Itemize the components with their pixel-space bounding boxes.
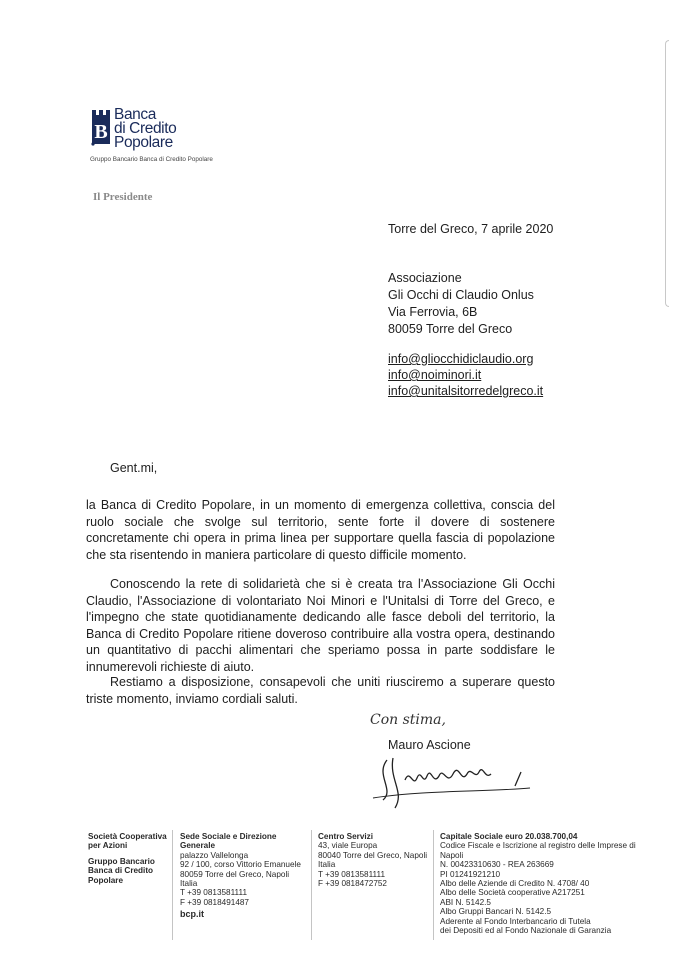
footer-line: F +39 0818472752 [318, 879, 387, 889]
signer-name: Mauro Ascione [388, 738, 471, 752]
footer-website[interactable]: bcp.it [180, 909, 204, 920]
recipient-emails [388, 351, 543, 399]
footer-line: Italia [180, 879, 198, 889]
body-paragraph: Restiamo a disposizione, consapevoli che uniti riusciremo a superare questo triste momento, inviamo cordiali saluti. [86, 675, 555, 706]
footer-line: Gruppo Bancario [88, 856, 155, 866]
footer-line: PI 01241921210 [440, 869, 501, 879]
page-edge-artifact [665, 40, 669, 307]
logo-line: di Credito [114, 120, 177, 137]
footer-heading: Centro Servizi [318, 832, 374, 841]
recipient-address [388, 270, 534, 338]
footer-line: 43, viale Europa [318, 841, 378, 851]
email-link[interactable]: info@noiminori.it [388, 368, 482, 382]
footer-line: Albo delle Società cooperative A217251 [440, 888, 585, 898]
footer-line: T +39 0813581111 [180, 888, 248, 898]
footer-divider [433, 830, 434, 940]
footer-divider [172, 830, 173, 940]
footer-line: Albo Gruppi Bancari N. 5142.5 [440, 907, 552, 917]
footer-line: Albo delle Aziende di Credito N. 4708/ 40 [440, 879, 590, 889]
footer-line: Società Cooperativa [88, 832, 167, 841]
footer-line: 80040 Torre del Greco, Napoli [318, 850, 428, 860]
footer-heading: Sede Sociale e Direzione Generale [180, 832, 277, 851]
footer-line: per Azioni [88, 841, 128, 851]
footer-heading: Capitale Sociale euro 20.038.700,04 [440, 832, 578, 841]
footer-headquarters [180, 832, 305, 920]
footer-line: 92 / 100, corso Vittorio Emanuele [180, 860, 301, 870]
footer-line: Aderente al Fondo Interbancario di Tutela [440, 916, 591, 926]
bank-logo-wordmark [114, 108, 176, 150]
signature [365, 750, 535, 810]
group-line: Gruppo Bancario Banca di Credito Popolare [90, 156, 213, 163]
footer-line: N. 00423310630 - REA 263669 [440, 860, 554, 870]
sender-role: Il Presidente [93, 191, 153, 203]
footer-line: 80059 Torre del Greco, Napoli [180, 869, 290, 879]
handwritten-closing: Con stima, [370, 712, 446, 728]
footer-company [88, 832, 168, 885]
footer-line: F +39 0818491487 [180, 897, 249, 907]
date-line: Torre del Greco, 7 aprile 2020 [388, 222, 554, 236]
address-line: 80059 Torre del Greco [388, 322, 513, 336]
address-line: Via Ferrovia, 6B [388, 305, 478, 319]
address-line: Gli Occhi di Claudio Onlus [388, 288, 534, 302]
footer-line: Popolare [88, 875, 124, 885]
address-line: Associazione [388, 271, 462, 285]
footer-legal [440, 832, 655, 935]
footer-divider [311, 830, 312, 940]
footer-line: dei Depositi ed al Fondo Nazionale di Garanzia [440, 926, 612, 936]
body-paragraph: la Banca di Credito Popolare, in un momento di emergenza collettiva, conscia del ruolo sociale che svolge sul territorio, sente forte il dovere di sostenere concretamente chi opera in prima linea per supportare quella fascia di popolazione che sta risentendo in maniera particolare di questo difficile momento. [86, 498, 555, 562]
svg-text:B: B [94, 121, 108, 143]
footer-service-center [318, 832, 428, 888]
body-paragraph: Conoscendo la rete di solidarietà che si è creata tra l'Associazione Gli Occhi Claudio, l'Associazione di volontariato Noi Minori e l'Unitalsi di Torre del Greco, e l'impegno che state quotidianamente dedicando alle fasce deboli del territorio, la Banca di Credito Popolare ritiene doveroso contribuire alla vostra opera, destinando un quantitativo di pacchi alimentari che speriamo possa in parte soddisfare le innumerevoli richieste di aiuto. [86, 577, 555, 674]
footer-line: T +39 0813581111 [318, 869, 386, 879]
logo-line: Banca [114, 106, 156, 123]
footer-line: palazzo Vallelonga [180, 850, 249, 860]
footer-line: Banca di Credito [88, 866, 154, 876]
email-link[interactable]: info@unitalsitorredelgreco.it [388, 384, 544, 398]
email-link[interactable]: info@gliocchidiclaudio.org [388, 352, 534, 366]
logo-line: Popolare [114, 134, 173, 151]
footer-line: ABI N. 5142.5 [440, 897, 491, 907]
bank-logo-icon [90, 110, 112, 146]
greeting: Gent.mi, [110, 461, 158, 475]
footer-line: Codice Fiscale e Iscrizione al registro delle Imprese di Napoli [440, 841, 636, 860]
footer-line: Italia [318, 860, 336, 870]
